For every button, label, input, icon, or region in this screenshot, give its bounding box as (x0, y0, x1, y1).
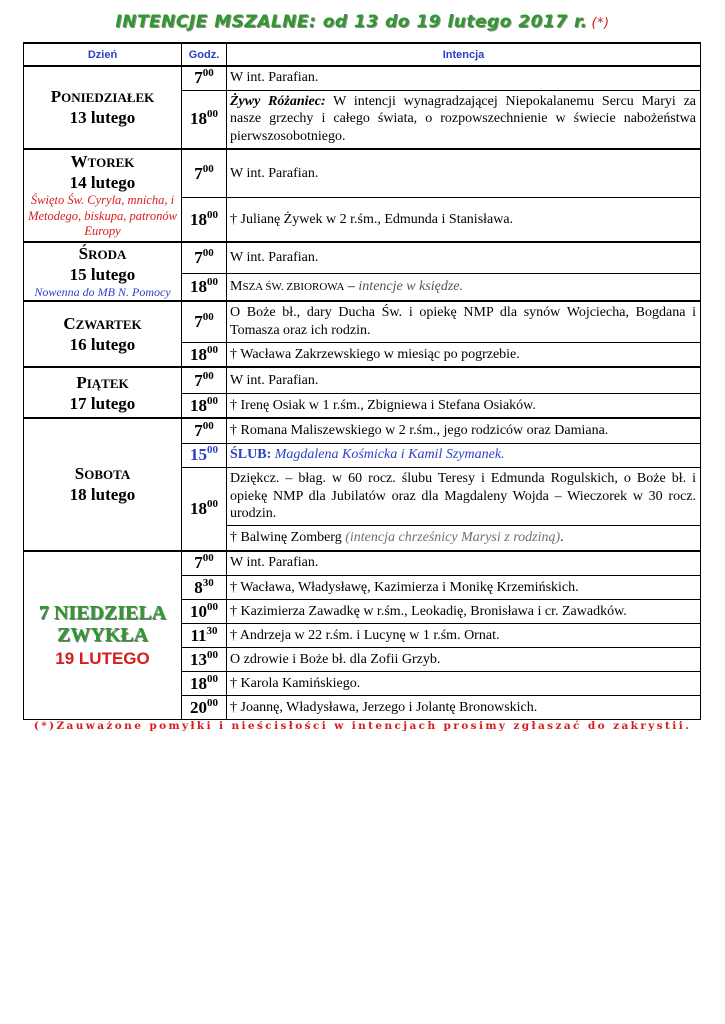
hour-cell: $11^{30}$ (182, 624, 227, 648)
hour-cell: $18^{00}$ (182, 393, 227, 418)
header-intention: Intencja (227, 43, 701, 66)
hour-cell: $18^{00}$ (182, 198, 227, 242)
intention-cell: † Irenę Osiak w 1 r.śm., Zbigniewa i Stefana Osiaków. (227, 393, 701, 418)
intention-cell: ŚLUB: Magdalena Kośmicka i Kamil Szymanek. (227, 443, 701, 467)
hour-cell: $7^{00}$ (182, 66, 227, 90)
day-date: 13 lutego (69, 108, 136, 128)
day-thursday (24, 301, 182, 367)
hour-cell: $7^{00}$ (182, 301, 227, 342)
hour-cell: $20^{00}$ (182, 696, 227, 720)
intention-cell: † Wacława Zakrzewskiego w miesiąc po pogrzebie. (227, 342, 701, 367)
table-row (24, 418, 701, 443)
hour-cell: $15^{00}$ (182, 443, 227, 467)
table-row (24, 301, 701, 342)
hour-cell: $7^{00}$ (182, 418, 227, 443)
day-date: 17 lutego (69, 393, 136, 413)
intention-cell: Żywy Różaniec: W intencji wynagradzającej Niepokalanemu Sercu Maryi za nasze grzechy i całego świata, o rozpowszechnienie w świecie nabożeństwa pierwszosobotniego. (227, 90, 701, 149)
novena-note: Nowenna do MB N. Pomocy (34, 285, 171, 300)
hour-cell: $18^{00}$ (182, 467, 227, 550)
day-name: WTOREK (70, 151, 135, 171)
intention-cell: W int. Parafian. (227, 149, 701, 198)
day-wednesday (24, 242, 182, 302)
day-monday (24, 66, 182, 149)
intention-cell: † Kazimierza Zawadkę w r.śm., Leokadię, Bronisława i cr. Zawadków. (227, 600, 701, 624)
day-name: ŚRODA (78, 243, 127, 263)
day-date: 14 lutego (69, 172, 136, 192)
hour-cell: $7^{00}$ (182, 149, 227, 198)
hour-cell: $18^{00}$ (182, 273, 227, 301)
intention-cell: W int. Parafian. (227, 367, 701, 393)
rosary-label: Żywy Różaniec: (230, 93, 326, 109)
table-row (24, 149, 701, 198)
header-row (24, 43, 701, 66)
hour-cell: $18^{00}$ (182, 342, 227, 367)
intention-cell: † Romana Maliszewskiego w 2 r.śm., jego rodziców oraz Damiana. (227, 418, 701, 443)
day-sunday (24, 551, 182, 720)
intention-cell: Dziękcz. – błag. w 60 rocz. ślubu Teresy i Edmunda Rogulskich, o Boże bł. i opiekę NMP dla Jubilatów oraz dla Magdaleny Wojda – Wieczorek w 30 rocz. urodzin. (227, 467, 701, 525)
day-name: PONIEDZIAŁEK (50, 87, 155, 107)
day-name: CZWARTEK (63, 314, 142, 334)
table-row (24, 66, 701, 90)
intention-cell: † Karola Kamińskiego. (227, 672, 701, 696)
day-date: 16 lutego (69, 335, 136, 355)
title-note: (*) (591, 16, 610, 31)
hour-cell: $18^{00}$ (182, 90, 227, 149)
day-tuesday (24, 149, 182, 242)
day-name: PIĄTEK (76, 372, 129, 392)
hour-cell: $7^{00}$ (182, 242, 227, 273)
mass-schedule-table (23, 42, 701, 720)
intention-cell: † Andrzeja w 22 r.śm. i Lucynę w 1 r.śm. Ornat. (227, 624, 701, 648)
intention-cell: MSZA ŚW. ZBIOROWA – intencje w księdze. (227, 273, 701, 301)
intention-cell: W int. Parafian. (227, 242, 701, 273)
header-hour: Godz. (182, 43, 227, 66)
day-date: 15 lutego (69, 265, 136, 285)
intention-cell: W int. Parafian. (227, 66, 701, 90)
intention-cell: O zdrowie i Boże bł. dla Zofii Grzyb. (227, 648, 701, 672)
hour-cell: $7^{00}$ (182, 367, 227, 393)
sunday-name: 7 NIEDZIELA ZWYKŁA (38, 601, 167, 646)
intention-cell: O Boże bł., dary Ducha Św. i opiekę NMP dla synów Wojciecha, Bogdana i Tomasza oraz ich rodzin. (227, 301, 701, 342)
table-row (24, 242, 701, 273)
hour-cell: $13^{00}$ (182, 648, 227, 672)
sunday-date: 19 LUTEGO (55, 648, 150, 668)
intention-cell: † Balwinę Zomberg (intencja chrześnicy Marysi z rodziną). (227, 526, 701, 551)
intention-cell: † Joannę, Władysława, Jerzego i Jolantę Bronowskich. (227, 696, 701, 720)
feast-note: Święto Św. Cyryla, mnicha, i Metodego, biskupa, patronów Europy (28, 193, 177, 239)
intention-cell: † Wacława, Władysławę, Kazimierza i Monikę Krzemińskich. (227, 576, 701, 600)
footer-note: (*)Zauważone pomyłki i nieścisłości w intencjach prosimy zgłaszać do zakrystii. (33, 720, 692, 732)
day-date: 18 lutego (69, 485, 136, 505)
wedding-label: ŚLUB: (230, 447, 272, 463)
hour-cell: $18^{00}$ (182, 672, 227, 696)
hour-cell: $10^{00}$ (182, 600, 227, 624)
header-day: Dzień (24, 43, 182, 66)
hour-cell: $7^{00}$ (182, 551, 227, 576)
intention-cell: † Julianę Żywek w 2 r.śm., Edmunda i Stanisława. (227, 198, 701, 242)
page-title (0, 12, 725, 32)
hour-cell: $8^{30}$ (182, 576, 227, 600)
table-row (24, 551, 701, 576)
day-saturday (24, 418, 182, 550)
title-text: INTENCJE MSZALNE: od 13 do 19 lutego 2017 r. (115, 12, 588, 32)
table-row (24, 367, 701, 393)
intention-cell: W int. Parafian. (227, 551, 701, 576)
day-name: SOBOTA (74, 464, 131, 484)
day-friday (24, 367, 182, 418)
